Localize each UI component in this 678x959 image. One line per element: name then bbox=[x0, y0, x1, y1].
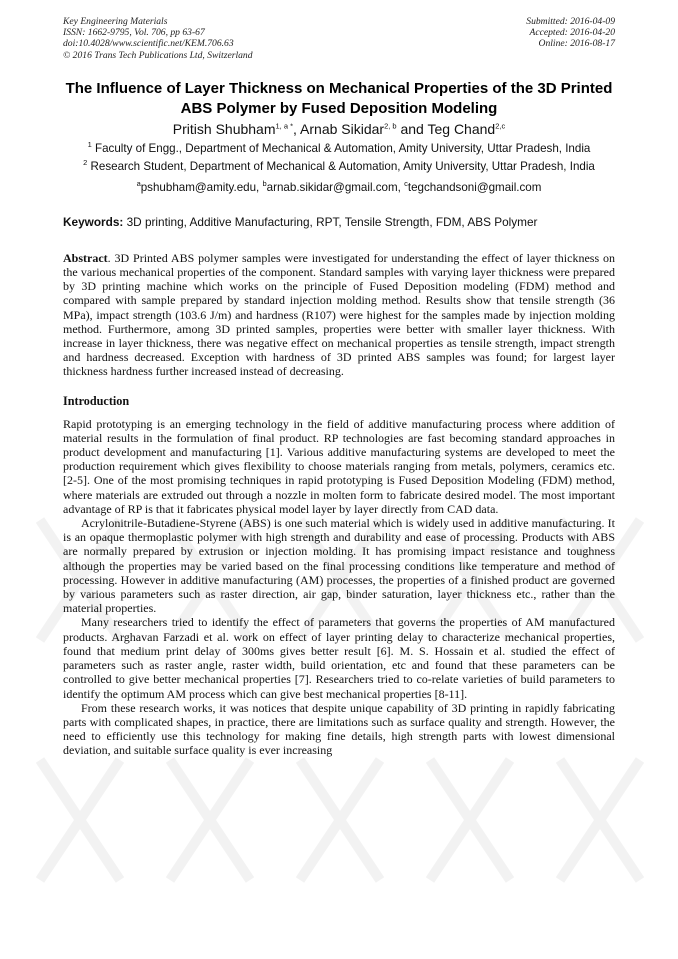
paper-page bbox=[63, 16, 615, 758]
affiliation-marker: 2 bbox=[83, 157, 88, 167]
section-heading-introduction: Introduction bbox=[63, 393, 130, 408]
keywords-text: 3D printing, Additive Manufacturing, RPT, Tensile Strength, FDM, ABS Polymer bbox=[123, 214, 538, 229]
body-paragraph: Acrylonitrile-Butadiene-Styrene (ABS) is one such material which is widely used in additive manufacturing. It is an opaque thermoplastic polymer with high strength and durability and ease of processing. Products with ABS are normally prepared by extrusion or injection molding. It has promising impact resistance and toughness although the properties may be varied based on the final processing conditions like temperature and method of processing. However in additive manufacturing (AM) processes, the properties of a finished product are governed by various parameters such as raster direction, air gap, binder saturation, layer thickness etc., rather than the material properties. bbox=[63, 516, 615, 616]
body-paragraph: Many researchers tried to identify the effect of parameters that governs the properties of AM manufactured products. Arghavan Farzadi et al. work on effect of layer printing delay to characterize mechanical properties, found that medium print delay of 300ms gives better result [6]. M. S. Hossain et al. studied the effect of parameters such as raster angle, raster width, build orientation, etc and found that these parameters can be controlled to give better mechanical properties [7]. Researchers tried to co-relate varieties of build parameters to identify the optimum AM process which can give best mechanical properties [8-11]. bbox=[63, 615, 615, 701]
email-link[interactable]: tegchandsoni@gmail.com bbox=[407, 180, 542, 194]
abstract-label: Abstract bbox=[63, 250, 108, 265]
accepted-date: Accepted: 2016-04-20 bbox=[529, 27, 615, 39]
author-separator: and bbox=[396, 120, 428, 137]
body-paragraph: From these research works, it was notices that despite unique capability of 3D printing in rapidly fabricating parts with complicated shapes, in practice, there are limitations such as surface quality and strength. However, the need to efficiently use this technology for making fine details, high strength parts with lowest dimensional deviation, and suitable surface quality is ever increasing bbox=[63, 700, 615, 758]
email-marker: b bbox=[262, 178, 267, 188]
publication-dates bbox=[526, 16, 615, 61]
author-list bbox=[63, 120, 615, 139]
author-name: Arnab Sikidar bbox=[300, 120, 385, 137]
email-marker: a bbox=[136, 178, 141, 188]
author-name: Pritish Shubham bbox=[172, 120, 276, 137]
author-superscript: 2, b bbox=[384, 121, 397, 131]
journal-name: Key Engineering Materials bbox=[63, 16, 168, 27]
email-link[interactable]: pshubham@amity.edu, bbox=[140, 180, 263, 194]
email-link[interactable]: arnab.sikidar@gmail.com, bbox=[266, 180, 405, 194]
affiliation-1 bbox=[63, 141, 615, 156]
affiliation-2 bbox=[63, 159, 615, 174]
author-emails bbox=[63, 180, 615, 195]
email-marker: c bbox=[404, 178, 408, 188]
doi-line: doi:10.4028/www.scientific.net/KEM.706.63 bbox=[63, 38, 234, 50]
abstract bbox=[63, 251, 615, 379]
keywords-label: Keywords: bbox=[63, 214, 124, 229]
copyright-line: © 2016 Trans Tech Publications Ltd, Switzerland bbox=[63, 49, 253, 61]
online-date: Online: 2016-08-17 bbox=[538, 38, 615, 50]
affiliation-marker: 1 bbox=[87, 139, 92, 149]
journal-info bbox=[63, 16, 253, 61]
journal-header bbox=[63, 16, 615, 61]
author-superscript: 1, a * bbox=[275, 121, 294, 131]
author-name: Teg Chand bbox=[427, 120, 496, 137]
keywords bbox=[63, 215, 615, 230]
author-superscript: 2,c bbox=[495, 121, 506, 131]
paper-title: The Influence of Layer Thickness on Mechanical Properties of the 3D Printed ABS Polymer by Fused Deposition Modeling bbox=[65, 79, 613, 117]
author-separator: , bbox=[293, 120, 301, 137]
body-paragraph: Rapid prototyping is an emerging technology in the field of additive manufacturing process where addition of material results in the formulation of final product. RP technologies are fast becoming standard approaches in product development and manufacturing [1]. Various additive manufacturing systems are developed to meet the production requirement which gives flexibility to choose materials ranging from metals, polymers, ceramics etc. [2-5]. One of the most promising techniques in rapid prototyping is Fused Deposition Modeling (FDM) method, where materials are extruded out through a nozzle in molten form to fabricate desired model. The most important advantage of RP is that it fabricates physical model layer by layer directly from CAD data. bbox=[63, 416, 615, 516]
affiliation-text: Research Student, Department of Mechanical & Automation, Amity University, Uttar Pradesh, India bbox=[90, 159, 595, 173]
abstract-text: . 3D Printed ABS polymer samples were investigated for understanding the effect of layer thickness on the various mechanical properties of the component. Standard samples with varying layer thickness were prepared by 3D printing machine which works on the principle of Fused Deposition modeling (FDM) method and compared with sample prepared by standard injection molding method. Results show that tensile strength (36 MPa), impact strength (103.6 J/m) and hardness (R107) were highest for the samples made by injection molding method. Furthermore, among 3D printed samples, properties were better with smaller layer thickness. With increase in layer thickness, there was negative effect on mechanical properties as tensile strength, impact strength and hardness decreased. Exception with hardness of 3D printed ABS samples was found; for largest layer thickness hardness further increased instead of decreasing. bbox=[63, 250, 615, 379]
submitted-date: Submitted: 2016-04-09 bbox=[526, 16, 615, 27]
issn-line: ISSN: 1662-9795, Vol. 706, pp 63-67 bbox=[63, 27, 205, 39]
affiliation-text: Faculty of Engg., Department of Mechanical & Automation, Amity University, Uttar Pradesh, India bbox=[95, 141, 591, 155]
